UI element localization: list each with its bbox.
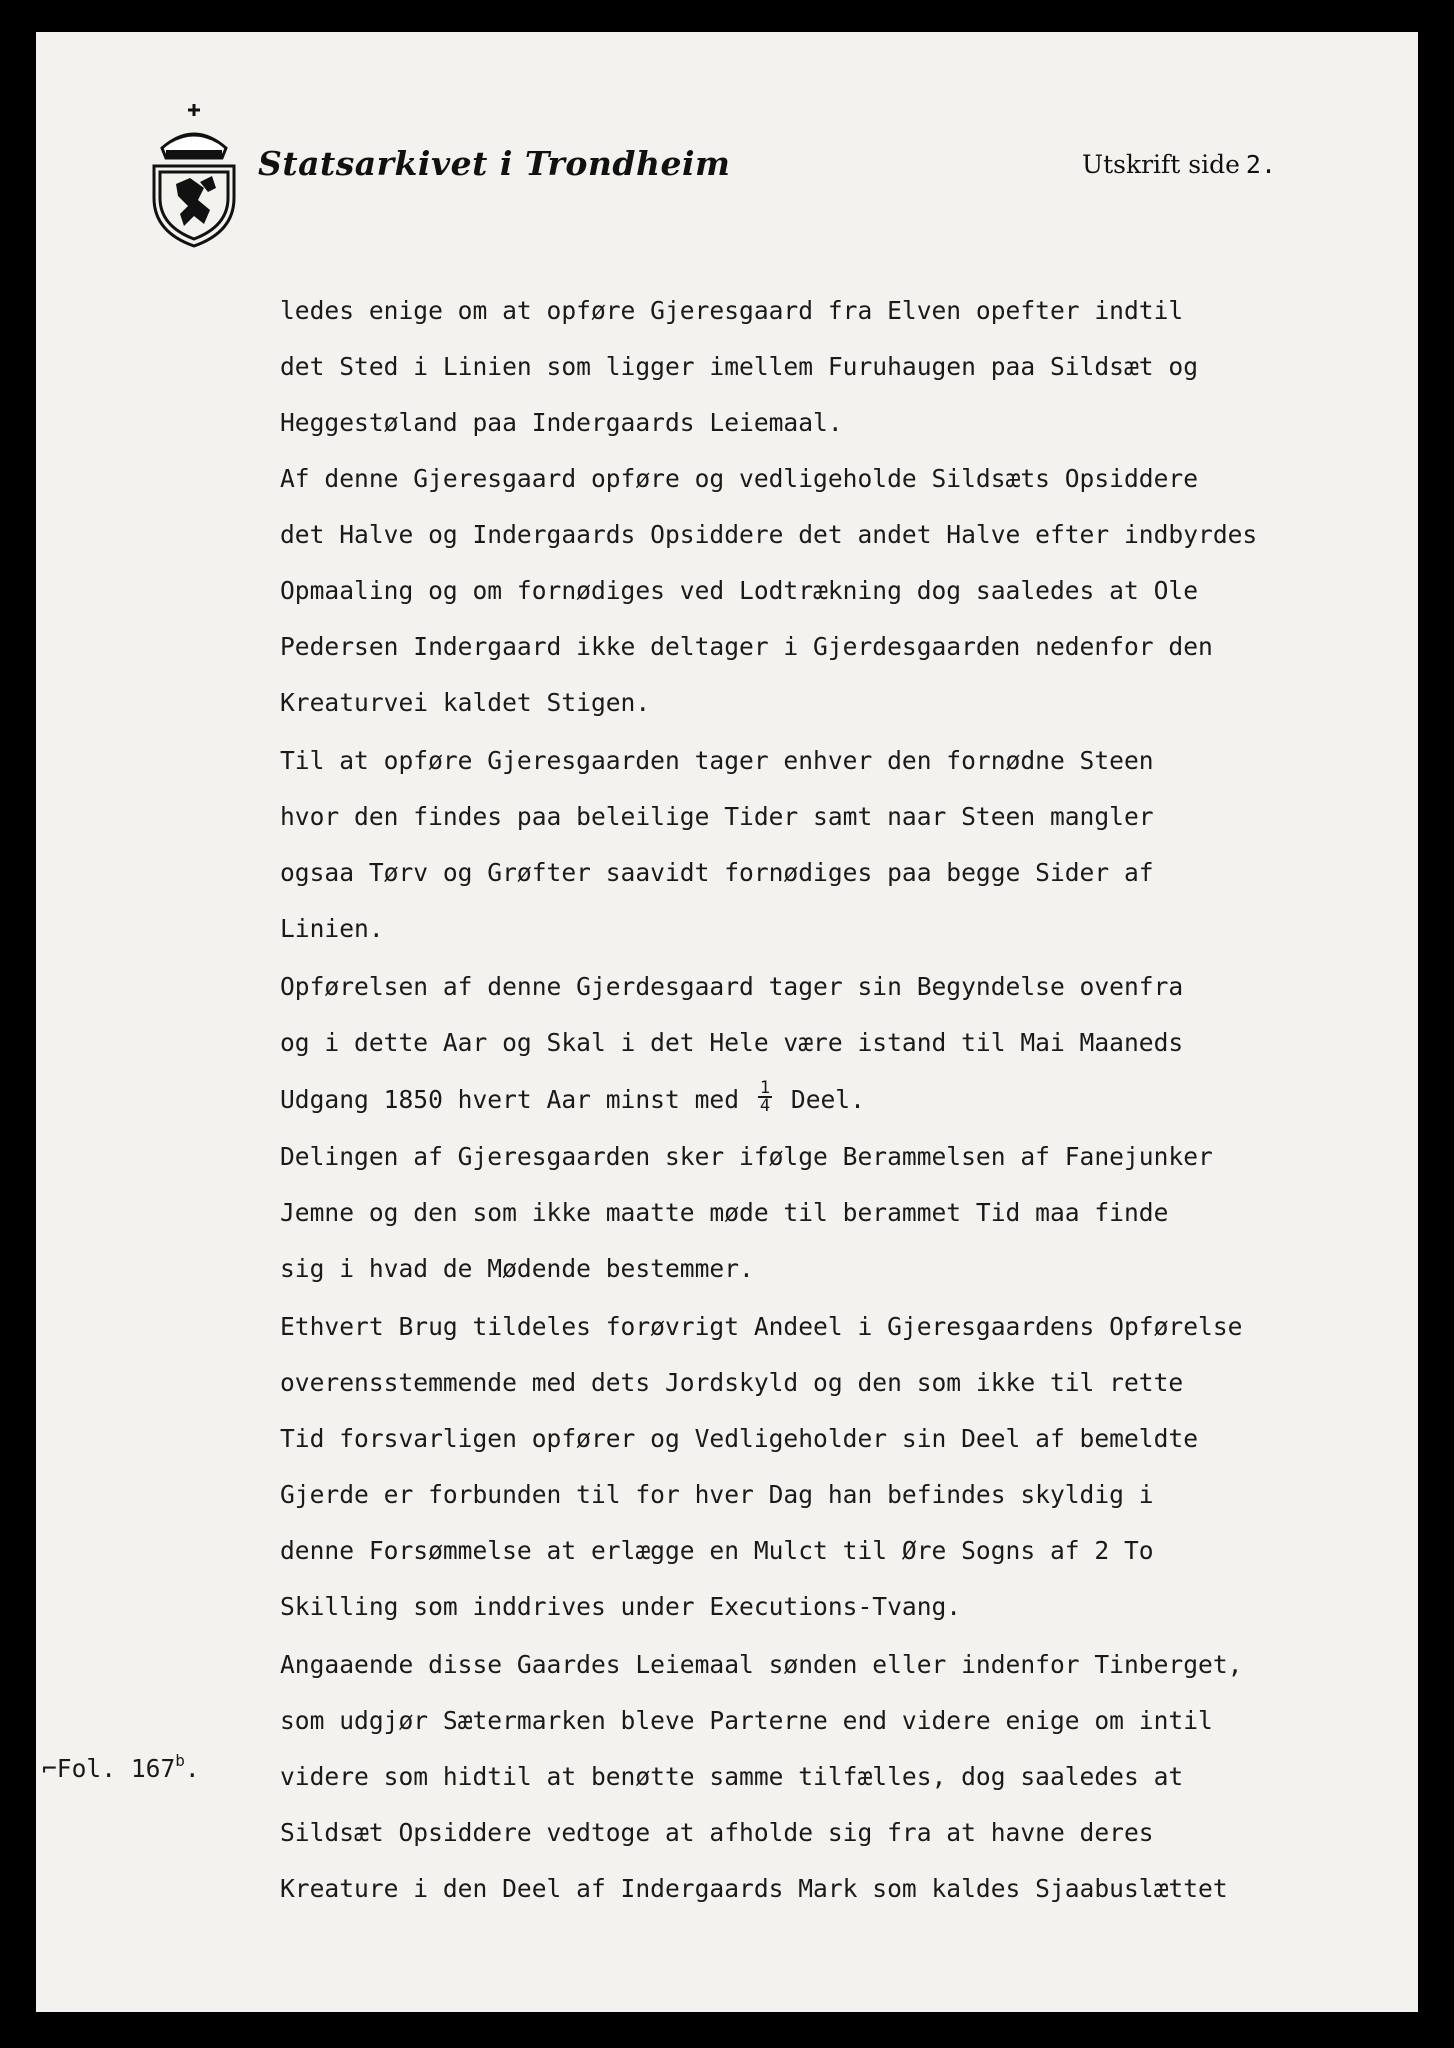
text-line: Heggestøland paa Indergaards Leiemaal. (280, 408, 843, 437)
fraction-denominator: 4 (759, 1096, 771, 1116)
text-line: Kreature i den Deel af Indergaards Mark som kaldes Sjaabuslættet (280, 1874, 1228, 1903)
text-line: Linien. (280, 914, 384, 943)
institution-name: Statsarkivet i Trondheim (258, 144, 731, 183)
folio-margin-note (42, 1753, 200, 1783)
document-page (36, 32, 1418, 2012)
text-line: Tid forsvarligen opfører og Vedligeholder sin Deel af bemeldte (280, 1424, 1199, 1453)
text-line: overensstemmende med dets Jordskyld og den som ikke til rette (280, 1368, 1184, 1397)
folio-suffix: . (184, 1754, 200, 1784)
text-line: det Sted i Linien som ligger imellem Furuhaugen paa Sildsæt og (280, 352, 1199, 381)
text-line: Af denne Gjeresgaard opføre og vedligeholde Sildsæts Opsiddere (280, 464, 1199, 493)
text-line: Pedersen Indergaard ikke deltager i Gjerdesgaarden nedenfor den (280, 632, 1213, 661)
text-line: Sildsæt Opsiddere vedtoge at afholde sig fra at havne deres (280, 1818, 1154, 1847)
fraction-line-after: Deel. (790, 1085, 865, 1114)
page-number: 2. (1245, 150, 1277, 179)
page-label-text: Utskrift side (1082, 150, 1240, 179)
text-line: ogsaa Tørv og Grøfter saavidt fornødiges paa begge Sider af (280, 858, 1154, 887)
text-line: Jemne og den som ikke maatte møde til berammet Tid maa finde (280, 1198, 1169, 1227)
text-line: denne Forsømmelse at erlægge en Mulct til Øre Sogns af 2 To (280, 1536, 1154, 1565)
fraction-numerator: 1 (759, 1078, 771, 1098)
text-line: Opførelsen af denne Gjerdesgaard tager sin Begyndelse ovenfra (280, 972, 1184, 1001)
fraction-line-before: Udgang 1850 hvert Aar minst med (280, 1085, 740, 1114)
text-line: Gjerde er forbunden til for hver Dag han befindes skyldig i (280, 1480, 1154, 1509)
folio-text: ⌐Fol. 167 (42, 1754, 176, 1784)
text-line: Opmaaling og om fornødiges ved Lodtrækning dog saaledes at Ole (280, 576, 1199, 605)
text-line: det Halve og Indergaards Opsiddere det andet Halve efter indbyrdes (280, 520, 1258, 549)
text-line: Skilling som inddrives under Executions-Tvang. (280, 1592, 962, 1621)
text-line: Ethvert Brug tildeles forøvrigt Andeel i Gjeresgaardens Opførelse (280, 1312, 1243, 1341)
text-line: hvor den findes paa beleilige Tider samt naar Steen mangler (280, 802, 1154, 831)
fraction (758, 1080, 772, 1114)
text-line: som udgjør Sætermarken bleve Parterne end videre enige om intil (280, 1706, 1213, 1735)
folio-superscript: b (175, 1751, 185, 1770)
page-number-label (1082, 150, 1276, 179)
text-line: og i dette Aar og Skal i det Hele være istand til Mai Maaneds (280, 1028, 1184, 1057)
coat-of-arms-icon (140, 98, 248, 250)
text-line: Kreaturvei kaldet Stigen. (280, 688, 651, 717)
text-line: Angaaende disse Gaardes Leiemaal sønden eller indenfor Tinberget, (280, 1650, 1243, 1679)
text-line: Til at opføre Gjeresgaarden tager enhver den fornødne Steen (280, 746, 1154, 775)
text-line-fraction (280, 1078, 865, 1118)
text-line: sig i hvad de Mødende bestemmer. (280, 1254, 754, 1283)
text-line: videre som hidtil at benøtte samme tilfælles, dog saaledes at (280, 1762, 1184, 1791)
text-line: Delingen af Gjeresgaarden sker ifølge Berammelsen af Fanejunker (280, 1142, 1213, 1171)
text-line: ledes enige om at opføre Gjeresgaard fra Elven opefter indtil (280, 296, 1184, 325)
